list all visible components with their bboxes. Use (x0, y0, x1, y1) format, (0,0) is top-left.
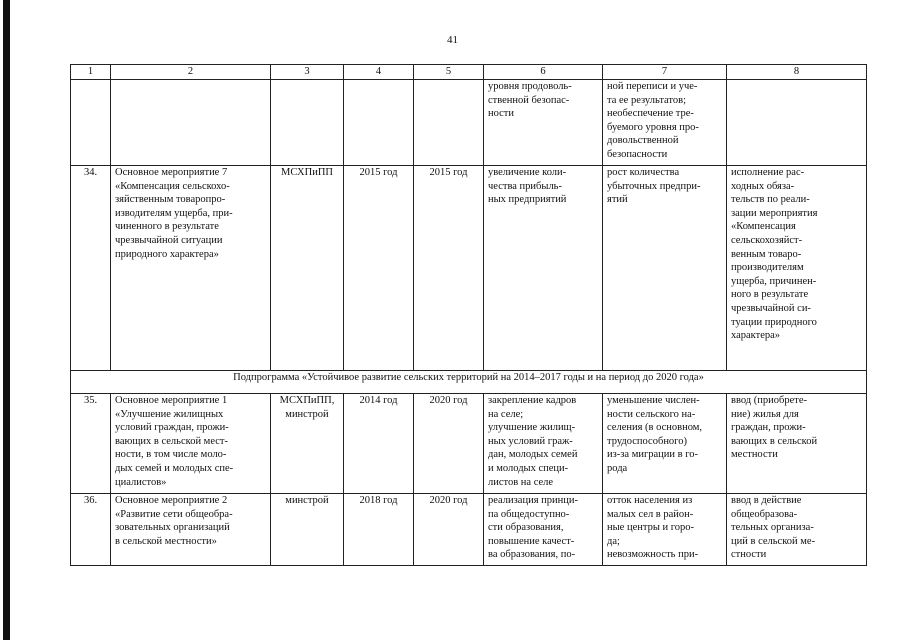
cell-line: «Компенсация (731, 221, 796, 233)
end-year-cell (414, 494, 484, 566)
cell-line: тельных организа- (731, 522, 814, 534)
cell-line: дан, молодых семей (488, 449, 578, 461)
cell-line: характера» (731, 330, 781, 342)
executor-cell (271, 80, 344, 166)
row-number (71, 394, 111, 494)
cell-line: ные центры и горо- (607, 522, 695, 534)
cell-line: зации мероприятия (731, 207, 818, 219)
cell-line: ущерба, причинен- (731, 275, 817, 287)
cell-line: природного характера» (115, 248, 219, 260)
cell-line: 2015 год (429, 167, 468, 178)
cell-line: минстрой (285, 408, 329, 420)
cell-line: чиненного в результате (115, 221, 219, 233)
column-number: 3 (271, 65, 344, 80)
cell-line: чества прибыль- (488, 180, 562, 192)
consequences-cell (603, 166, 727, 371)
cell-line: ходных обяза- (731, 180, 795, 192)
cell-line: МСХПиПП, (279, 395, 335, 406)
cell-line: Основное мероприятие 2 (115, 495, 228, 506)
cell-line: сти образования, (488, 522, 564, 534)
link-cell (727, 166, 867, 371)
executor-cell (271, 394, 344, 494)
cell-line: туации природного (731, 316, 817, 328)
cell-line: улучшение жилищ- (488, 422, 576, 434)
start-year-cell (344, 494, 414, 566)
cell-line: увеличение коли- (488, 167, 567, 178)
cell-line: да; (607, 535, 620, 547)
cell-line: сельскохозяйст- (731, 234, 803, 246)
executor-cell (271, 494, 344, 566)
link-cell (727, 394, 867, 494)
cell-line: 2020 год (429, 395, 468, 406)
cell-line: на селе; (488, 408, 524, 420)
cell-line: ственной безопас- (488, 94, 570, 106)
subprogram-title: Подпрограмма «Устойчивое развитие сельских территорий на 2014–2017 годы и на период до 2020 года» (71, 371, 867, 394)
cell-line: закрепление кадров (488, 395, 577, 406)
start-year-cell (344, 394, 414, 494)
cell-line: 36. (83, 495, 98, 506)
cell-line: безопасности (607, 148, 668, 160)
table-row (71, 166, 867, 371)
cell-line: зяйственным товаропро- (115, 194, 226, 206)
cell-line: 2014 год (359, 395, 398, 406)
cell-line: рода (607, 462, 628, 474)
cell-line: 35. (83, 395, 98, 406)
cell-line: невозможность при- (607, 549, 699, 561)
cell-line: «Компенсация сельскохо- (115, 180, 230, 192)
cell-line: убыточных предпри- (607, 180, 701, 192)
page-number: 41 (447, 34, 458, 46)
cell-line: ввод (приобрете- (731, 395, 807, 406)
cell-line: чрезвычайной си- (731, 302, 811, 314)
cell-line: Основное мероприятие 1 (115, 395, 228, 406)
cell-line: реализация принци- (488, 495, 578, 506)
cell-line: циалистов» (115, 476, 167, 488)
result-cell (484, 394, 603, 494)
cell-line: исполнение рас- (731, 167, 805, 178)
cell-line: ности, в том числе моло- (115, 449, 227, 461)
cell-line: минстрой (285, 495, 329, 506)
cell-line: вающих в сельской (731, 435, 818, 447)
table-row (71, 494, 867, 566)
start-year-cell (344, 166, 414, 371)
column-number: 1 (71, 65, 111, 80)
cell-line: буемого уровня про- (607, 121, 699, 133)
row-number (71, 80, 111, 166)
cell-line: уменьшение числен- (607, 395, 700, 406)
cell-line: ятий (607, 194, 628, 206)
result-cell (484, 166, 603, 371)
cell-line: уровня продоволь- (488, 81, 572, 92)
cell-line: довольственной (607, 135, 679, 147)
cell-line: стности (731, 549, 767, 561)
consequences-cell (603, 494, 727, 566)
executor-cell (271, 166, 344, 371)
column-number: 6 (484, 65, 603, 80)
cell-line: венным товаро- (731, 248, 802, 260)
cell-line: 2020 год (429, 495, 468, 506)
result-cell (484, 80, 603, 166)
cell-line: условий граждан, прожи- (115, 422, 229, 434)
consequences-cell (603, 80, 727, 166)
cell-line: малых сел в район- (607, 508, 694, 520)
cell-line: «Улучшение жилищных (115, 408, 224, 420)
consequences-cell (603, 394, 727, 494)
end-year-cell (414, 166, 484, 371)
cell-line: производителям (731, 262, 804, 274)
column-number: 2 (111, 65, 271, 80)
cell-line: 2018 год (359, 495, 398, 506)
cell-line: ности сельского на- (607, 408, 696, 420)
column-number: 8 (727, 65, 867, 80)
cell-line: ности (488, 108, 514, 120)
event-cell (111, 80, 271, 166)
cell-line: дых семей и молодых спе- (115, 462, 234, 474)
event-cell (111, 166, 271, 371)
cell-line: ной переписи и уче- (607, 81, 698, 92)
end-year-cell (414, 394, 484, 494)
cell-line: рост количества (607, 167, 680, 178)
cell-line: вающих в сельской мест- (115, 435, 228, 447)
cell-line: и молодых специ- (488, 462, 569, 474)
column-number: 5 (414, 65, 484, 80)
link-cell (727, 80, 867, 166)
cell-line: ций в сельской ме- (731, 535, 816, 547)
column-number-row (71, 65, 867, 80)
event-cell (111, 494, 271, 566)
end-year-cell (414, 80, 484, 166)
cell-line: ных условий граж- (488, 435, 573, 447)
event-cell (111, 394, 271, 494)
cell-line: местности (731, 449, 778, 461)
cell-line: 2015 год (359, 167, 398, 178)
cell-line: ва образования, по- (488, 549, 576, 561)
cell-line: ных предприятий (488, 194, 567, 206)
result-cell (484, 494, 603, 566)
cell-line: отток населения из (607, 495, 693, 506)
cell-line: та ее результатов; (607, 94, 687, 106)
start-year-cell (344, 80, 414, 166)
scan-edge-shadow (3, 0, 10, 640)
cell-line: па общедоступно- (488, 508, 570, 520)
cell-line: ного в результате (731, 289, 809, 301)
column-number: 7 (603, 65, 727, 80)
cell-line: МСХПиПП (280, 167, 334, 178)
cell-line: селения (в основном, (607, 422, 703, 434)
cell-line: тельств по реали- (731, 194, 810, 206)
program-table (70, 64, 867, 566)
cell-line: 34. (83, 167, 98, 178)
table-row (71, 394, 867, 494)
link-cell (727, 494, 867, 566)
cell-line: из-за миграции в го- (607, 449, 699, 461)
cell-line: Основное мероприятие 7 (115, 167, 228, 178)
table-row (71, 80, 867, 166)
cell-line: ние) жилья для (731, 408, 799, 420)
cell-line: изводителям ущерба, при- (115, 207, 233, 219)
row-number (71, 166, 111, 371)
cell-line: общеобразова- (731, 508, 798, 520)
cell-line: граждан, прожи- (731, 422, 806, 434)
cell-line: в сельской местности» (115, 535, 217, 547)
cell-line: зовательных организаций (115, 522, 230, 534)
cell-line: листов на селе (488, 476, 554, 488)
cell-line: необеспечение тре- (607, 108, 694, 120)
cell-line: повышение качест- (488, 535, 575, 547)
cell-line: ввод в действие (731, 495, 802, 506)
row-number (71, 494, 111, 566)
subprogram-row (71, 371, 867, 394)
column-number: 4 (344, 65, 414, 80)
cell-line: чрезвычайной ситуации (115, 234, 223, 246)
cell-line: трудоспособного) (607, 435, 687, 447)
cell-line: «Развитие сети общеобра- (115, 508, 233, 520)
